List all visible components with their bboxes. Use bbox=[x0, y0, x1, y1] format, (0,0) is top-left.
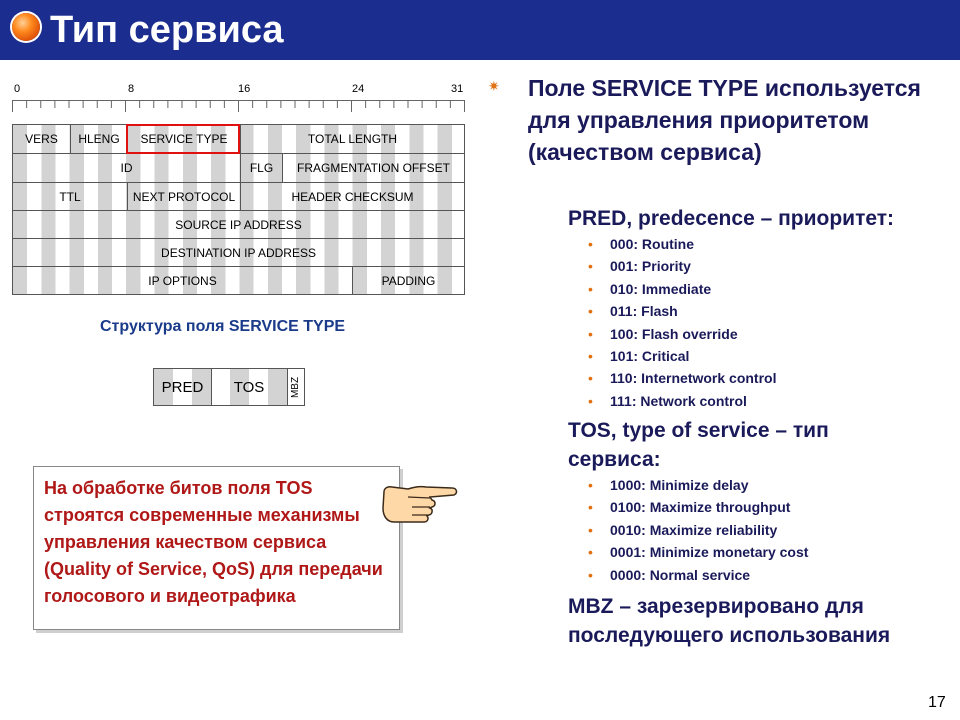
pointing-hand-icon bbox=[378, 478, 460, 528]
pred-heading: PRED, predecence – приоритет: bbox=[568, 207, 895, 230]
bullet-orb-icon bbox=[12, 13, 40, 41]
list-item: • 1000: Minimize delay bbox=[588, 477, 749, 493]
pred-list bbox=[584, 233, 776, 412]
bit-ruler bbox=[12, 100, 465, 112]
list-item: • 011: Flash bbox=[588, 303, 678, 320]
diagram-caption: Структура поля SERVICE TYPE bbox=[100, 318, 346, 335]
list-item: • 000: Routine bbox=[588, 236, 695, 252]
field-mbz: MBZ bbox=[290, 376, 302, 398]
service-type-structure bbox=[153, 368, 305, 406]
ruler-label-16: 16 bbox=[238, 83, 251, 95]
field-header-checksum: HEADER CHECKSUM bbox=[240, 183, 464, 211]
field-id: ID bbox=[120, 161, 133, 175]
list-item: • 111: Network control bbox=[588, 392, 747, 409]
field-vers: VERS bbox=[25, 132, 58, 146]
list-item: • 100: Flash override bbox=[588, 325, 738, 342]
title-bar bbox=[0, 0, 960, 60]
ruler-ticks bbox=[12, 100, 465, 112]
list-item: • 0100: Maximize throughput bbox=[588, 499, 791, 516]
field-hleng: HLENG bbox=[70, 125, 127, 153]
field-ip-options: IP OPTIONS bbox=[148, 274, 217, 288]
field-tos: TOS bbox=[233, 378, 265, 396]
list-item: • 110: Internetwork control bbox=[588, 370, 777, 387]
service-type-highlight bbox=[126, 124, 240, 154]
list-item: • 101: Critical bbox=[588, 348, 690, 365]
field-padding: PADDING bbox=[352, 267, 464, 295]
list-item: • 0000: Normal service bbox=[588, 566, 751, 583]
field-destination-ip: DESTINATION IP ADDRESS bbox=[161, 246, 316, 260]
field-source-ip: SOURCE IP ADDRESS bbox=[175, 218, 302, 232]
header-row bbox=[13, 238, 464, 267]
field-next-protocol: NEXT PROTOCOL bbox=[127, 183, 240, 211]
qos-note: На обработке битов поля TOS строятся современные механизмы управления качеством сервиса (Quality of Service, QoS) для передачи голосового и видеотрафика bbox=[33, 466, 400, 630]
mbz-heading: MBZ – зарезервировано для последующего использования bbox=[568, 595, 891, 647]
header-row bbox=[13, 153, 464, 182]
list-item: • 0001: Minimize monetary cost bbox=[588, 544, 809, 561]
page-number: 17 bbox=[928, 694, 946, 711]
field-fragmentation-offset: FRAGMENTATION OFFSET bbox=[282, 154, 464, 182]
tos-heading: TOS, type of service – тип сервиса: bbox=[568, 419, 829, 471]
list-item: • 0010: Maximize reliability bbox=[588, 521, 778, 538]
ruler-label-0: 0 bbox=[14, 83, 21, 95]
lead-text: Поле SERVICE TYPE используется для управления приоритетом (качеством сервиса) bbox=[528, 75, 921, 165]
header-row bbox=[13, 182, 464, 211]
ruler-label-31: 31 bbox=[451, 83, 464, 95]
field-pred: PRED bbox=[161, 378, 204, 396]
list-item: • 010: Immediate bbox=[588, 280, 712, 297]
slide-title: Тип сервиса bbox=[50, 9, 284, 51]
bullet-star-icon: ✷ bbox=[488, 78, 500, 94]
tos-list bbox=[584, 474, 808, 586]
list-item: • 001: Priority bbox=[588, 258, 691, 275]
header-row bbox=[13, 266, 464, 295]
header-row bbox=[13, 210, 464, 239]
field-total-length: TOTAL LENGTH bbox=[240, 125, 464, 153]
ruler-label-8: 8 bbox=[128, 83, 135, 95]
field-service-type: SERVICE TYPE bbox=[127, 125, 240, 153]
ruler-label-24: 24 bbox=[352, 83, 365, 95]
field-ttl: TTL bbox=[59, 190, 81, 204]
field-flg: FLG bbox=[240, 154, 282, 182]
